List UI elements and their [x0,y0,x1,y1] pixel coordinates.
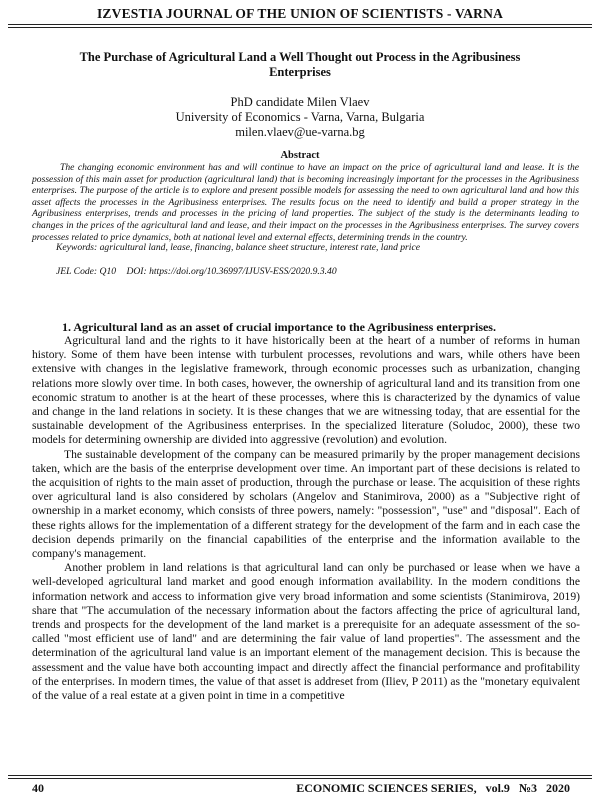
body-text [32,334,580,703]
author-email: milen.vlaev@ue-varna.bg [235,125,365,139]
section-heading: 1. Agricultural land as an asset of crucial importance to the Agribusiness enterprises. [62,320,496,334]
abstract-text: The changing economic environment has and will continue to have an impact on the price of agricultural land and lease. It is the possession of this main asset for production (agricultural land) that is becoming increasingly important for the processes in the Agribusiness enterprises. The purpose of the article is to explore and present possible models for assessing the need to own agricultural land and how this asset affects the processes in the Agribusiness enterprises. The results focus on the need to identify and build a proper strategy in the Agribusiness enterprises, trends and processes in the pricing of land properties. The subject of the study is the determinants leading to changes in the prices of the agricultural land and lease, and their impact on the processes in the Agribusiness enterprises. The survey covers processes related to price dynamics, both at national level and external effects, determining trends in the country. [32,162,579,243]
author-affiliation: University of Economics - Varna, Varna, Bulgaria [175,110,425,124]
journal-header: IZVESTIA JOURNAL OF THE UNION OF SCIENTISTS - VARNA [96,6,504,21]
page-number: 40 [32,781,44,795]
body-paragraph: Agricultural land and the rights to it have historically been at the heart of a number of reforms in human history. Some of them have been intense with turbulent processes, revolutions and wars, while others have been extensive with changes in the legislative framework, through economic processes such as urbanization, changing relations more slowly over time. In both cases, however, the ownership of agricultural land and its transition from one economic stratum to another is at the heart of these processes, where this is characterized by the dynamics of value and change in the land relations in society. It is these changes that we are witnessing today, that are essential for the sustainable development of the Agribusiness enterprises. In the specialized literature (Soludoc, 2000), these two models for determining ownership are divided into aggressive (revolution) and evolution. [32,334,580,447]
series-name: ECONOMIC SCIENCES SERIES, [296,781,477,795]
body-paragraph: The sustainable development of the company can be measured primarily by the proper management decisions taken, which are the basis of the enterprise development over time. An important part of these decisions is related to the acquisition of rights to the main asset of production, through the purchase or lease. The acquisition of these rights over agricultural land is also considered by scholars (Angelov and Stanimirova, 2000) as a "Subjective right of ownership in a market economy, which consists of three powers, namely: "possession", "use" and "disposal". Each of these rights allows for the implementation of a different strategy for the development of the farm and in each case the decision depends primarily on the financial capabilities of the enterprise and the information available to the company's management. [32,447,580,561]
body-paragraph: Another problem in land relations is that agricultural land can only be purchased or lease when we have a well-developed agricultural land market and good enough information availability. In the modern conditions the information network and access to information give very broad information and some scientists (Stanimirova, 2019) share that "The accumulation of the necessary information about the factors affecting the price of agricultural land, trends and prospects for the development of the land market is a prerequisite for an adequate assessment of the so-called "most efficient use of land" and are determining the fair value of land properties". The assessment and the determination of the agricultural land value is an important element of the management decision. This is because the assessment and the value have both accounting impact and directly affect the financial performance and profitability of the enterprises. In modern times, the value of that asset is addreset from (Iliev, P 2011) as the "monetary equivalent of the value of a real estate at a given point in time in a competitive [32,561,580,703]
jel-doi-line [56,266,576,277]
keywords: Keywords: agricultural land, lease, financing, balance sheet structure, interest rate, land price [56,242,420,253]
author-name: PhD candidate Milen Vlaev [230,95,370,109]
header-rule-double [8,27,592,28]
volume: vol.9 [485,781,510,795]
footer-rule [8,775,592,776]
author-block [0,95,600,140]
series-info [290,781,570,796]
doi: DOI: https://doi.org/10.36997/IJUSV-ESS/2020.9.3.40 [126,266,337,277]
article-title: The Purchase of Agricultural Land a Well Thought out Process in the Agribusiness Enterprises [79,50,521,79]
year: 2020 [546,781,570,795]
abstract-heading: Abstract [280,150,320,161]
jel-code: JEL Code: Q10 [56,266,117,277]
issue: №3 [518,781,537,795]
header-rule [8,24,592,25]
footer-rule-double [8,778,592,779]
